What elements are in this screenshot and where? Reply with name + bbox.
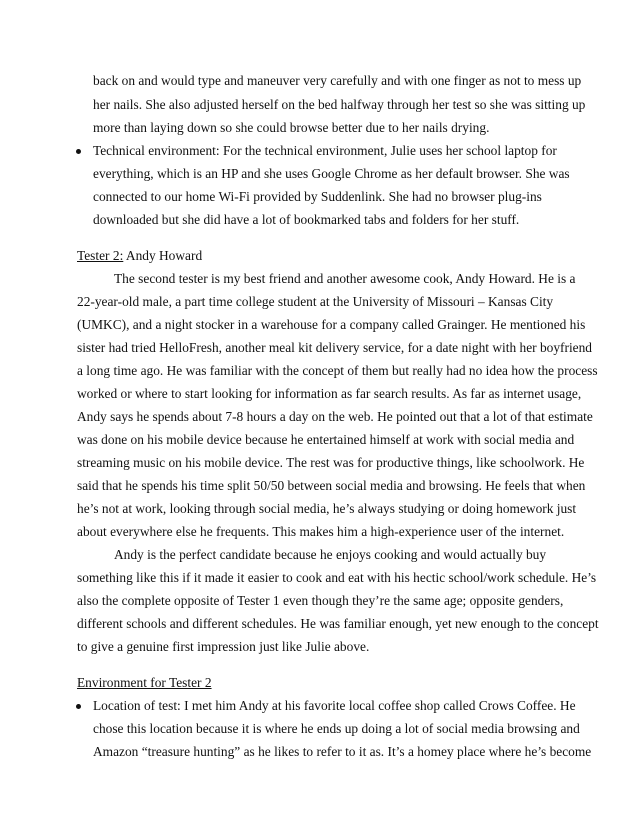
paragraph-line: Andy is the perfect candidate because he enjoys cooking and would actually buy [114, 547, 547, 562]
paragraph-line: to give a genuine first impression just like Julie above. [77, 639, 370, 654]
paragraph-line: was done on his mobile device because he entertained himself at work with social media and [77, 432, 575, 447]
heading-name: Andy Howard [123, 248, 203, 263]
paragraph-line: about everywhere else he frequents. This makes him a high-experience user of the internet. [77, 524, 565, 539]
paragraph-line: said that he spends his time split 50/50 between social media and browsing. He feels that when [77, 478, 586, 493]
paragraph-line: worked or where to start looking for information as far search results. As far as internet usage, [77, 386, 582, 401]
bullet-dot [76, 149, 81, 154]
paragraph-line: her nails. She also adjusted herself on the bed halfway through her test so she was sitting up [93, 97, 586, 112]
paragraph-line: everything, which is an HP and she uses Google Chrome as her default browser. She was [93, 166, 570, 181]
paragraph-line: Andy says he spends about 7-8 hours a day on the web. He pointed out that a lot of that estimate [77, 409, 593, 424]
bullet-dot [76, 704, 81, 709]
paragraph-line: he’s not at work, looking through social media, he’s always studying or doing homework just [77, 501, 577, 516]
section-heading: Environment for Tester 2 [77, 675, 212, 690]
paragraph-line: sister had tried HelloFresh, another meal kit delivery service, for a date night with her boyfriend [77, 340, 593, 355]
paragraph-line: a long time ago. He was familiar with the concept of them but really had no idea how the process [77, 363, 598, 378]
paragraph-line: something like this if it made it easier to cook and eat with his hectic school/work schedule. He’s [77, 570, 597, 585]
paragraph-line: 22-year-old male, a part time college student at the University of Missouri – Kansas City [77, 294, 554, 309]
paragraph-line: (UMKC), and a night stocker in a warehouse for a company called Grainger. He mentioned his [77, 317, 586, 332]
paragraph-line: The second tester is my best friend and another awesome cook, Andy Howard. He is a [114, 271, 576, 286]
paragraph-line: also the complete opposite of Tester 1 even though they’re the same age; opposite genders, [77, 593, 564, 608]
paragraph-line: different schools and different schedules. He was familiar enough, yet new enough to the concept [77, 616, 599, 631]
paragraph-line: connected to our home Wi-Fi provided by Suddenlink. She had no browser plug-ins [93, 189, 542, 204]
paragraph-line: more than laying down so she could browse better due to her nails drying. [93, 120, 490, 135]
paragraph-line: downloaded but she did have a lot of bookmarked tabs and folders for her stuff. [93, 212, 520, 227]
section-heading [77, 248, 202, 264]
paragraph-line: Location of test: I met him Andy at his favorite local coffee shop called Crows Coffee. He [93, 698, 576, 713]
paragraph-line: Technical environment: For the technical environment, Julie uses her school laptop for [93, 143, 557, 158]
paragraph-line: back on and would type and maneuver very carefully and with one finger as not to mess up [93, 73, 582, 88]
heading-label: Tester 2: [77, 248, 124, 263]
paragraph-line: streaming music on his mobile device. The rest was for productive things, like schoolwork. He [77, 455, 585, 470]
paragraph-line: Amazon “treasure hunting” as he likes to refer to it as. It’s a homey place where he’s become [93, 744, 592, 759]
paragraph-line: chose this location because it is where he ends up doing a lot of social media browsing and [93, 721, 580, 736]
